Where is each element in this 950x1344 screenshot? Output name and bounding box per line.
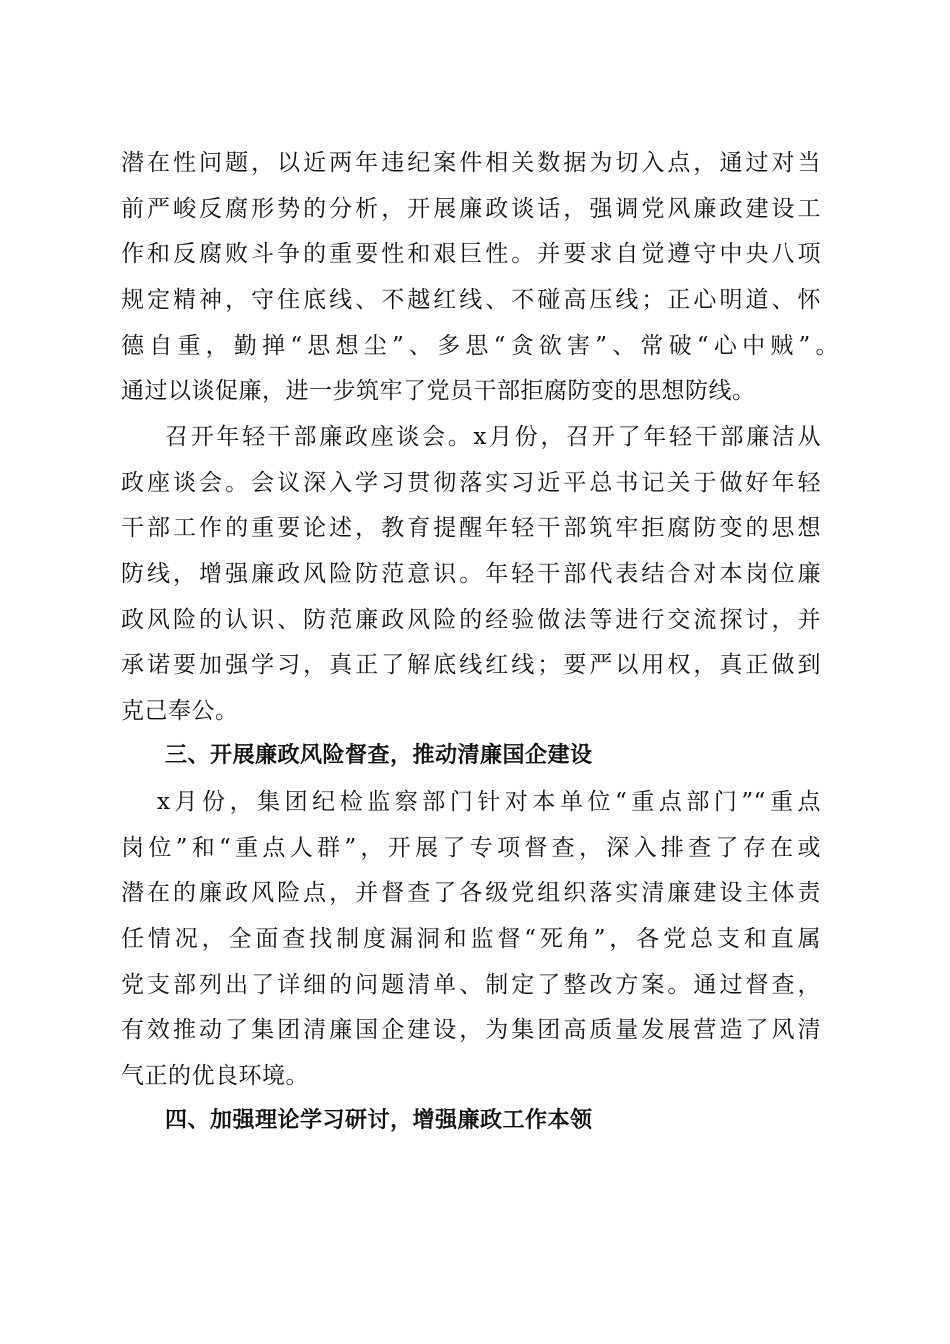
section-3-heading: 三、开展廉政风险督查，推动清廉国企建设 [165, 743, 593, 768]
paragraph-1-line-2: 前严峻反腐形势的分析，开展廉政谈话，强调党风廉政建设工 [121, 196, 821, 222]
paragraph-2-line-4: 防线，增强廉政风险防范意识。年轻干部代表结合对本岗位廉 [121, 561, 821, 587]
paragraph-3-line-3: 潜在的廉政风险点，并督查了各级党组织落实清廉建设主体责 [121, 880, 821, 906]
paragraph-3-line-2: 岗位”和“重点人群”，开展了专项督查，深入排查了存在或 [121, 835, 821, 861]
paragraph-3-line-5: 党支部列出了详细的问题清单、制定了整改方案。通过督查， [121, 972, 821, 998]
paragraph-2-line-7: 克己奉公。 [121, 698, 239, 724]
paragraph-2-line-5: 政风险的认识、防范廉政风险的经验做法等进行交流探讨，并 [121, 607, 821, 633]
paragraph-3-line-1: x月份，集团纪检监察部门针对本单位“重点部门”“重点 [157, 789, 821, 815]
paragraph-1-line-1: 潜在性问题，以近两年违纪案件相关数据为切入点，通过对当 [121, 150, 821, 176]
paragraph-2-line-3: 干部工作的重要论述，教育提醒年轻干部筑牢拒腐防变的思想 [121, 515, 821, 541]
paragraph-2-line-6: 承诺要加强学习，真正了解底线红线；要严以用权，真正做到 [121, 652, 821, 678]
paragraph-1-line-6: 通过以谈促廉，进一步筑牢了党员干部拒腐防变的思想防线。 [121, 378, 756, 404]
paragraph-2-line-1: 召开年轻干部廉政座谈会。x月份，召开了年轻干部廉洁从 [165, 424, 821, 450]
paragraph-3-line-7: 气正的优良环境。 [121, 1063, 309, 1089]
paragraph-1-line-3: 作和反腐败斗争的重要性和艰巨性。并要求自觉遵守中央八项 [121, 241, 821, 267]
paragraph-2-line-2: 政座谈会。会议深入学习贯彻落实习近平总书记关于做好年轻 [121, 470, 821, 496]
paragraph-1-line-4: 规定精神，守住底线、不越红线、不碰高压线；正心明道、怀 [121, 287, 821, 313]
paragraph-3-line-4: 任情况，全面查找制度漏洞和监督“死角”，各党总支和直属 [121, 926, 821, 952]
section-4-heading: 四、加强理论学习研讨，增强廉政工作本领 [165, 1108, 593, 1133]
paragraph-1-line-5: 德自重，勤掸“思想尘”、多思“贪欲害”、常破“心中贼”。 [121, 333, 839, 359]
paragraph-3-line-6: 有效推动了集团清廉国企建设，为集团高质量发展营造了风清 [121, 1017, 821, 1043]
